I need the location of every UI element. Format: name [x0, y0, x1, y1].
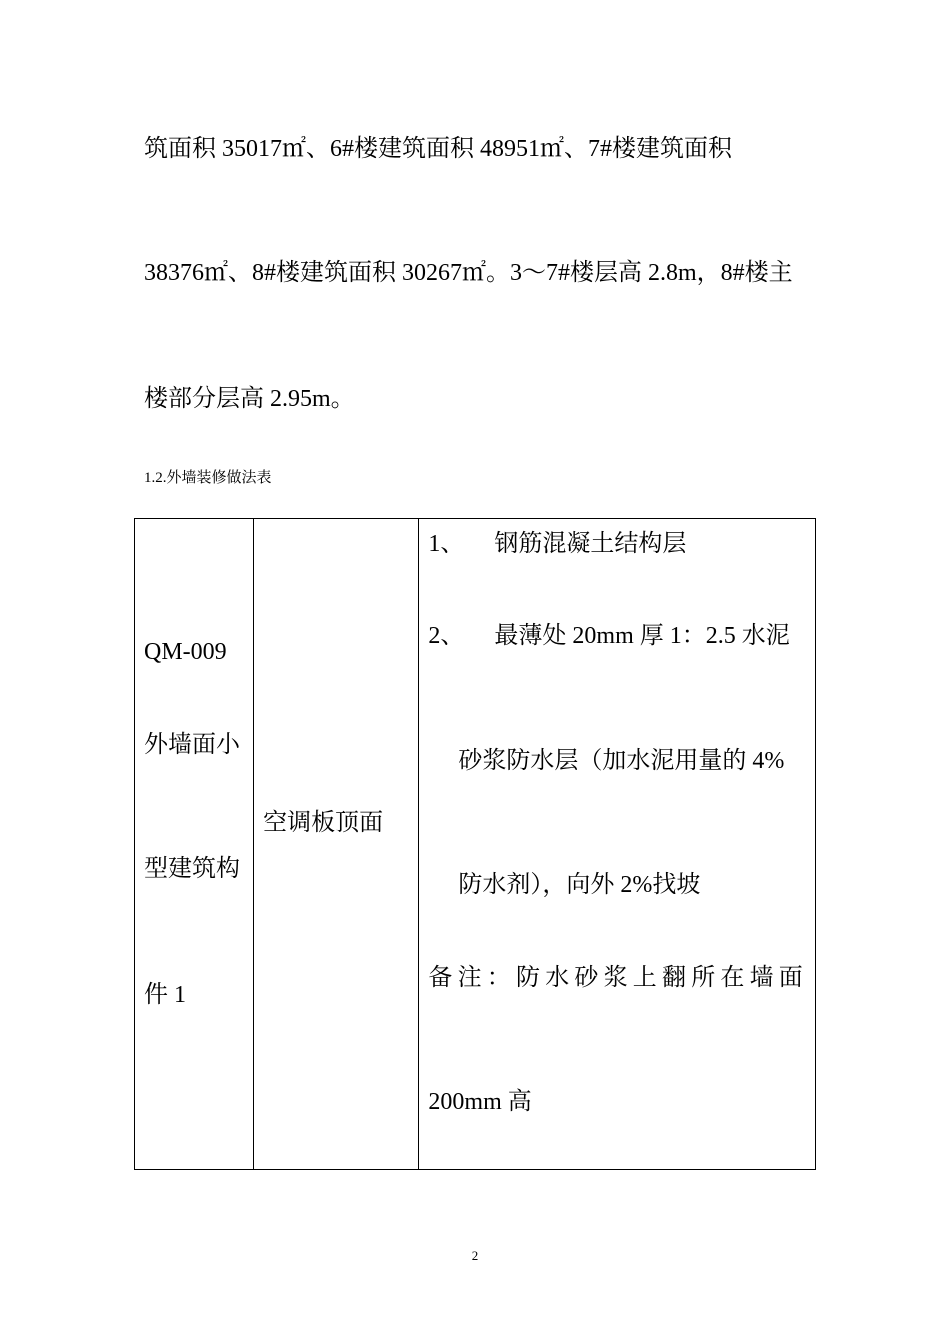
item-name-line: 型建筑构 — [144, 856, 240, 882]
item-name-line: 件 1 — [144, 982, 186, 1008]
paragraph-line: 筑面积 35017㎡、6#楼建筑面积 48951㎡、7#楼建筑面积 — [144, 136, 732, 162]
location-cell — [254, 519, 419, 1170]
location-label: 空调板顶面 — [263, 810, 384, 836]
step-number: 2、 — [428, 623, 465, 649]
step-item — [428, 621, 789, 651]
item-name-line: 外墙面小 — [144, 732, 240, 758]
table-row — [135, 519, 816, 1170]
code-cell — [135, 519, 254, 1170]
paragraph-line: 楼部分层高 2.95m。 — [144, 386, 355, 412]
paragraph-line: 38376㎡、8#楼建筑面积 30267㎡。3～7#楼层高 2.8m，8#楼主 — [144, 260, 793, 286]
step-number: 1、 — [428, 531, 465, 557]
method-cell — [419, 519, 816, 1170]
page-number: 2 — [471, 1248, 479, 1263]
step-text: 钢筋混凝土结构层 — [494, 531, 687, 557]
note-line: 200mm 高 — [428, 1089, 532, 1115]
step-continuation: 砂浆防水层（加水泥用量的 4% — [458, 748, 785, 774]
step-text: 最薄处 20mm 厚 1：2.5 水泥 — [494, 623, 790, 649]
step-item — [428, 529, 686, 559]
step-continuation: 防水剂），向外 2%找坡 — [458, 872, 701, 898]
note-line: 备注：防水砂浆上翻所在墙面 — [428, 965, 809, 991]
section-heading: 1.2.外墙装修做法表 — [144, 470, 272, 486]
code-label: QM-009 — [144, 639, 227, 665]
finish-spec-table — [134, 518, 816, 1170]
